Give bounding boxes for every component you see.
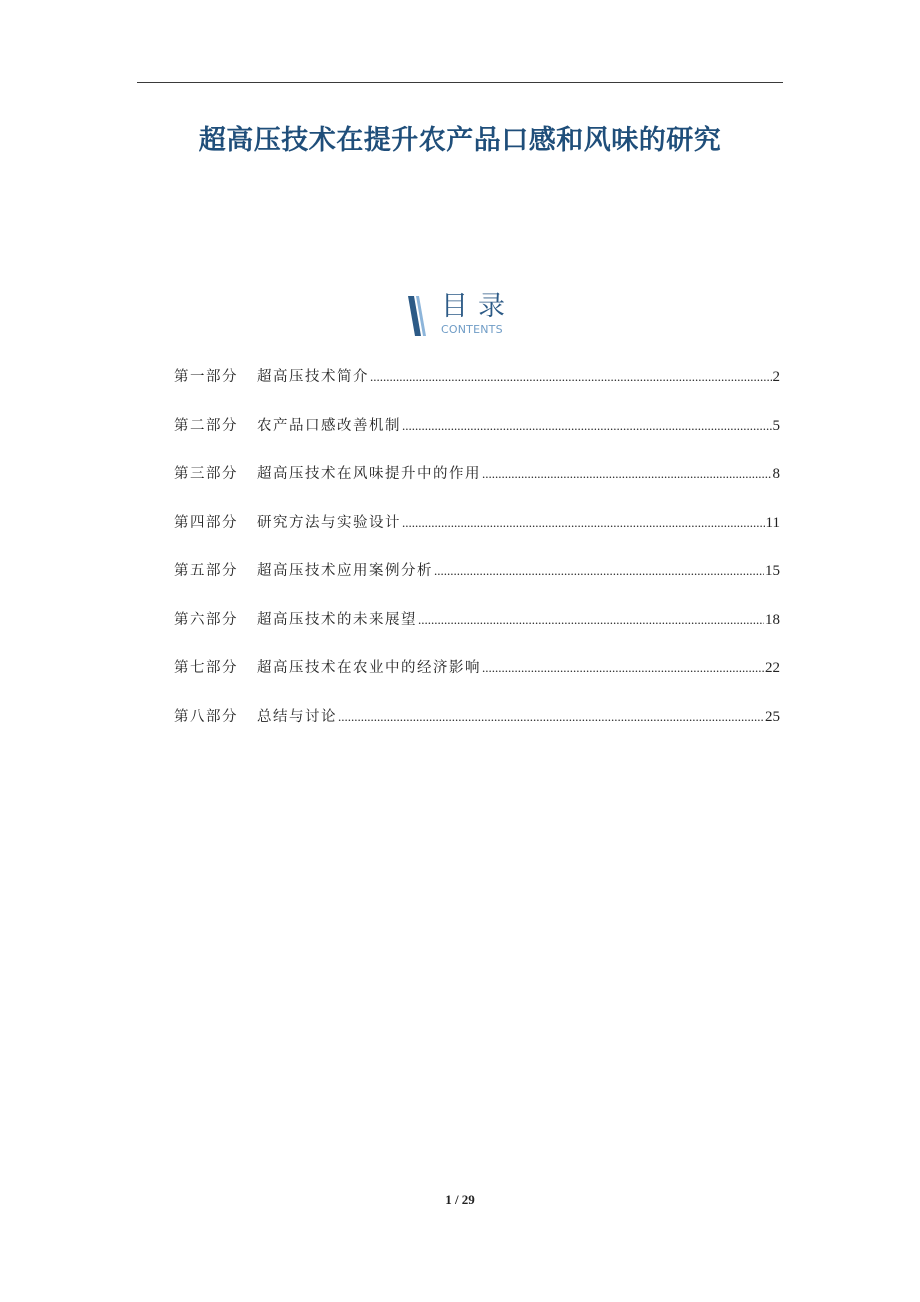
toc-entry-4[interactable] <box>174 512 780 561</box>
toc-part-label: 第五部分 <box>174 563 238 579</box>
toc-page-number: 11 <box>765 514 780 531</box>
document-title: 超高压技术在提升农产品口感和风味的研究 <box>198 125 722 156</box>
toc-page-number: 2 <box>772 369 780 385</box>
toc-page-number: 8 <box>772 466 780 482</box>
toc-entry-title: 农产品口感改善机制 <box>257 417 401 434</box>
toc-title: 目录 <box>441 291 515 322</box>
toc-entry-title: 超高压技术在农业中的经济影响 <box>257 660 481 676</box>
toc-dot-leader <box>418 609 764 631</box>
toc-part-label: 第三部分 <box>174 466 238 482</box>
toc-page-number: 5 <box>772 417 780 434</box>
toc-dot-leader <box>338 706 764 728</box>
toc-entry-title: 超高压技术的未来展望 <box>257 611 417 628</box>
toc-page-number: 15 <box>765 563 780 579</box>
toc-entry-8[interactable] <box>174 706 780 755</box>
toc-dot-leader <box>402 415 772 437</box>
toc-dot-leader <box>402 512 765 534</box>
toc-page-number: 25 <box>765 708 780 725</box>
toc-entry-5[interactable] <box>174 560 780 609</box>
toc-subtitle: CONTENTS <box>441 323 503 336</box>
toc-entry-title: 超高压技术应用案例分析 <box>257 563 433 579</box>
toc-part-label: 第七部分 <box>174 660 238 676</box>
toc-page-number: 18 <box>765 611 780 628</box>
toc-entry-1[interactable] <box>174 366 780 415</box>
toc-entry-7[interactable] <box>174 657 780 706</box>
toc-entry-3[interactable] <box>174 463 780 512</box>
toc-header <box>408 291 528 338</box>
toc-entry-title: 超高压技术在风味提升中的作用 <box>257 466 481 482</box>
toc-emblem-icon <box>408 296 430 336</box>
toc-dot-leader <box>482 657 764 679</box>
toc-part-label: 第四部分 <box>174 514 238 531</box>
toc-entry-title: 研究方法与实验设计 <box>257 514 401 531</box>
toc-entry-title: 超高压技术简介 <box>257 369 369 385</box>
header-rule <box>137 82 783 83</box>
toc-dot-leader <box>370 366 772 388</box>
toc-dot-leader <box>434 560 764 582</box>
toc-part-label: 第八部分 <box>174 708 238 725</box>
toc-part-label: 第六部分 <box>174 611 238 628</box>
toc-list <box>174 366 780 754</box>
toc-page-number: 22 <box>765 660 780 676</box>
toc-dot-leader <box>482 463 772 485</box>
toc-entry-6[interactable] <box>174 609 780 658</box>
page-number-footer: 1 / 29 <box>445 1192 475 1207</box>
toc-part-label: 第一部分 <box>174 369 238 385</box>
toc-part-label: 第二部分 <box>174 417 238 434</box>
toc-entry-2[interactable] <box>174 415 780 464</box>
toc-entry-title: 总结与讨论 <box>257 708 337 725</box>
